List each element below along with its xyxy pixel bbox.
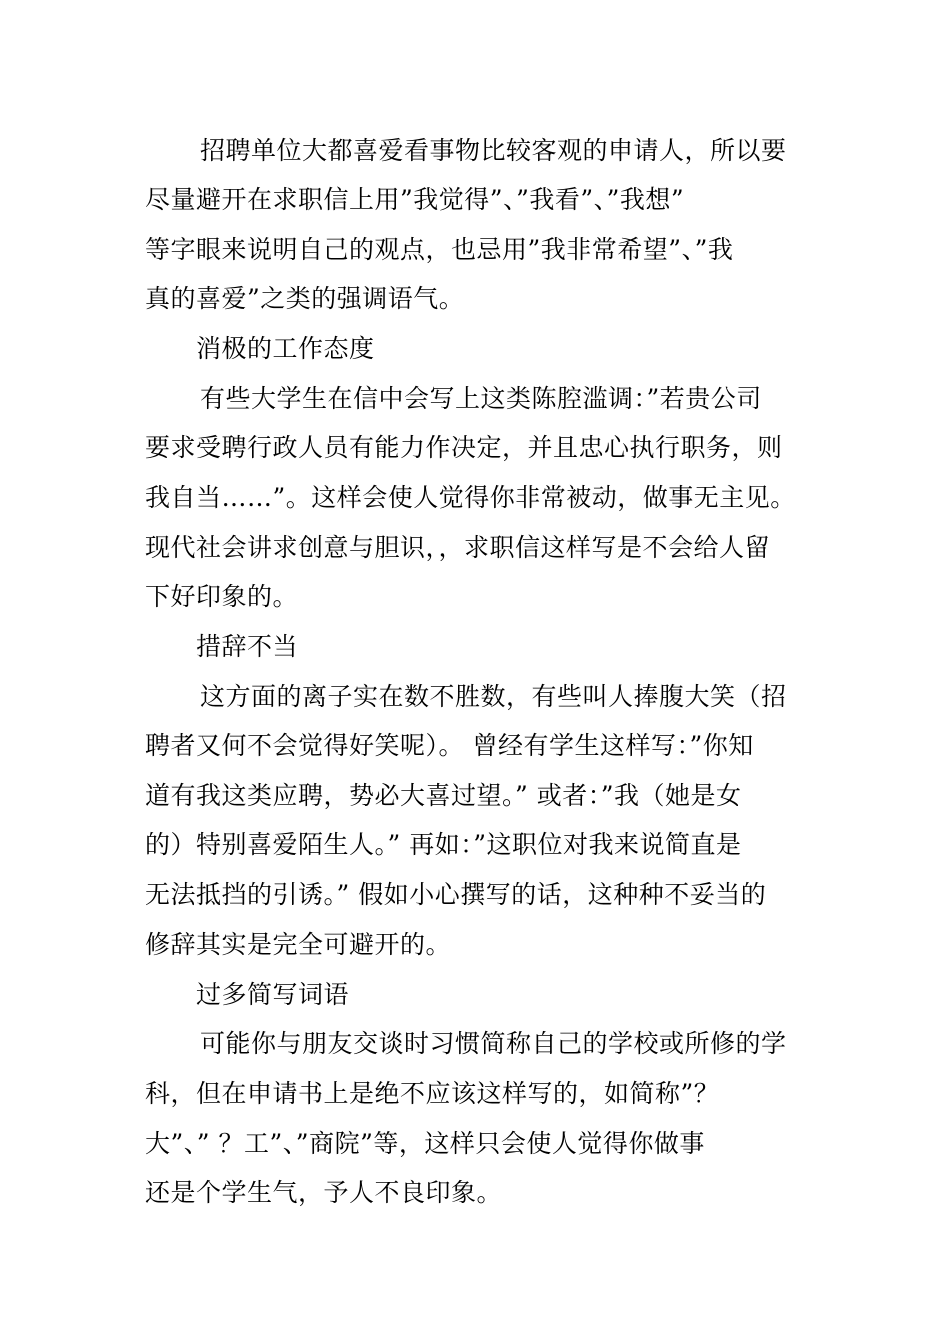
paragraph-1-line-3: 等字眼来说明自己的观点，也忌用”我非常希望”、”我: [145, 235, 734, 264]
paragraph-4-line-2: 科，但在申请书上是绝不应该这样写的，如简称”？: [145, 1079, 720, 1108]
paragraph-3-line-6: 修辞其实是完全可避开的。: [145, 930, 452, 959]
paragraph-2-line-3: 我自当……”。这样会使人觉得你非常被动，做事无主见。: [145, 483, 796, 512]
paragraph-4-line-1: 可能你与朋友交谈时习惯简称自己的学校或所修的学: [200, 1029, 787, 1058]
section-heading-improper-wording: 措辞不当: [196, 632, 299, 661]
paragraph-3-line-1: 这方面的离子实在数不胜数，有些叫人捧腹大笑（招: [200, 682, 787, 711]
paragraph-2-line-4: 现代社会讲求创意与胆识，，求职信这样写是不会给人留: [145, 533, 771, 562]
section-heading-too-many-abbreviations: 过多简写词语: [196, 980, 350, 1009]
paragraph-4-line-3: 大”、” ？工”、”商院”等，这样只会使人觉得你做事: [145, 1129, 705, 1158]
paragraph-1-line-2: 尽量避开在求职信上用”我觉得”、”我看”、”我想”: [145, 185, 685, 214]
paragraph-1-line-4: 真的喜爱”之类的强调语气。: [145, 284, 465, 313]
paragraph-3-line-5: 无法抵挡的引诱。” 假如小心撰写的话，这种种不妥当的: [145, 880, 767, 909]
paragraph-3-line-2: 聘者又何不会觉得好笑呢）。 曾经有学生这样写：”你知: [145, 731, 754, 760]
paragraph-3-line-4: 的）特别喜爱陌生人。” 再如：”这职位对我来说简直是: [145, 830, 742, 859]
section-heading-negative-attitude: 消极的工作态度: [196, 334, 375, 363]
paragraph-2-line-1: 有些大学生在信中会写上这类陈腔滥调：”若贵公司: [200, 384, 762, 413]
paragraph-1-line-1: 招聘单位大都喜爱看事物比较客观的申请人，所以要: [200, 136, 787, 165]
paragraph-4-line-4: 还是个学生气，予人不良印象。: [145, 1178, 503, 1207]
paragraph-2-line-2: 要求受聘行政人员有能力作决定，并且忠心执行职务，则: [145, 433, 783, 462]
paragraph-3-line-3: 道有我这类应聘，势必大喜过望。” 或者：”我（她是女: [145, 781, 742, 810]
paragraph-2-line-5: 下好印象的。: [145, 582, 299, 611]
